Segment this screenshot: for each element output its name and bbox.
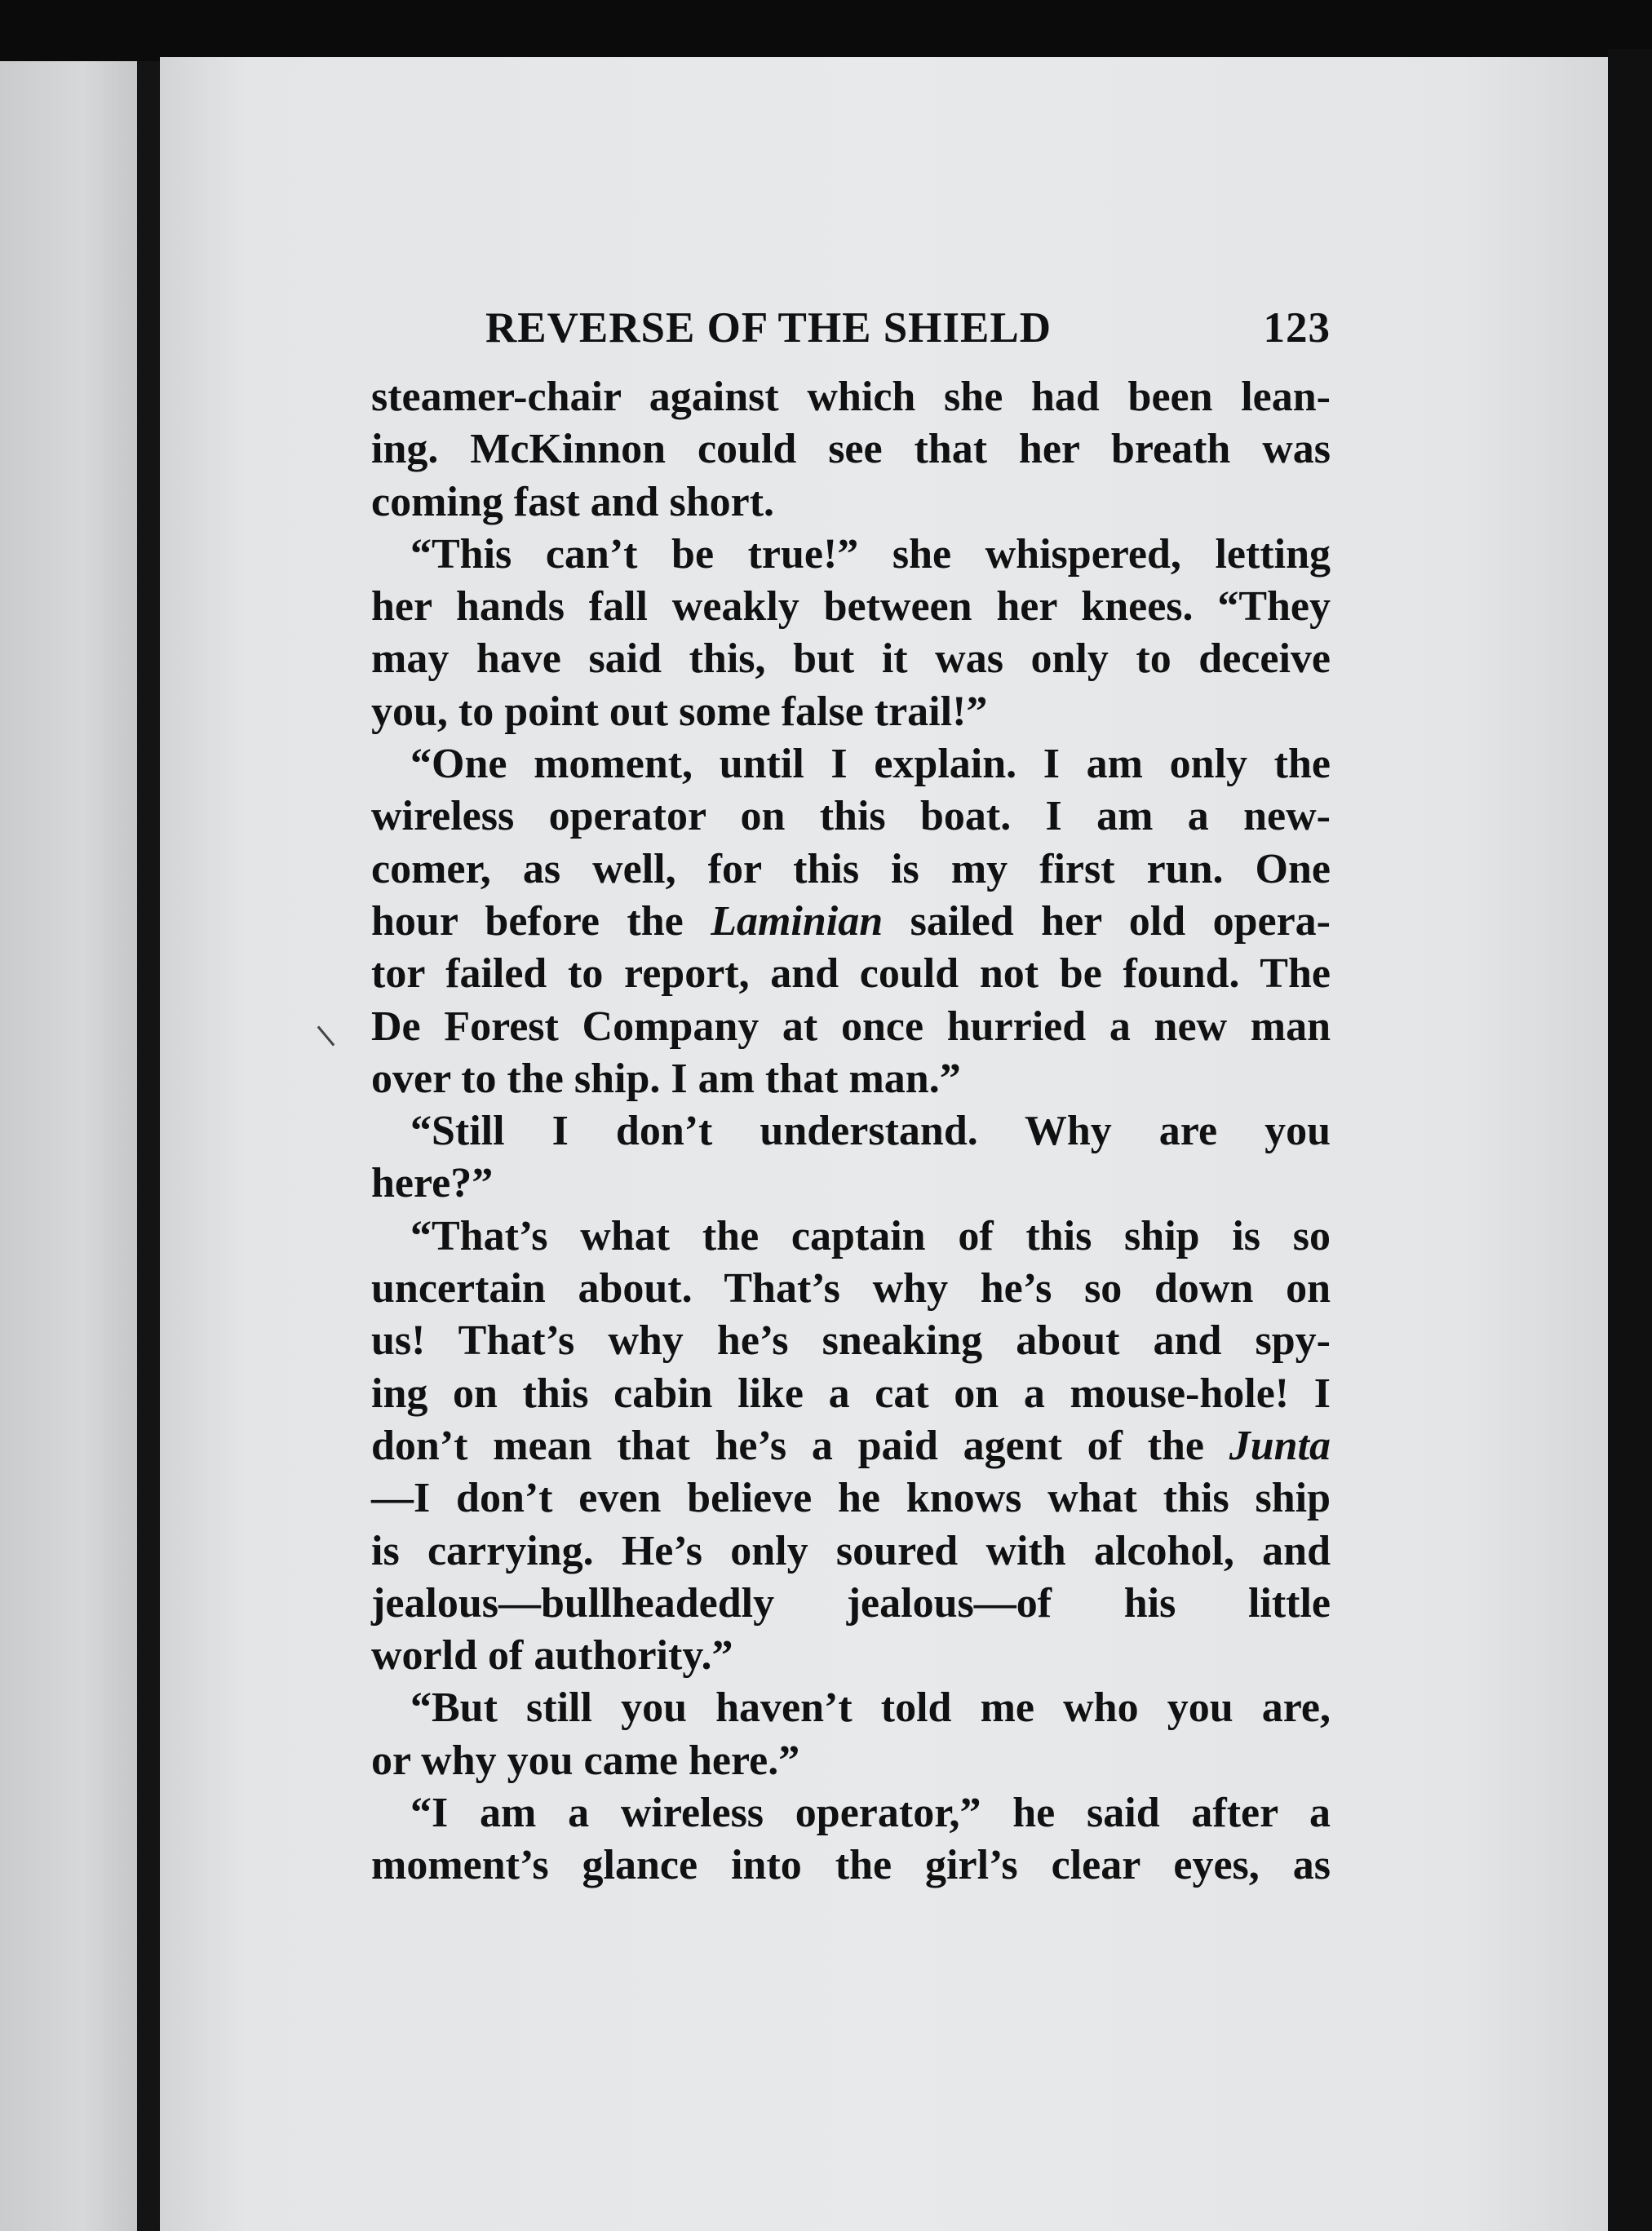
text-line: ing on this cabin like a cat on a mouse-hole! I	[371, 1370, 1331, 1417]
text-line: “I am a wireless operator,” he said after a	[410, 1790, 1331, 1837]
text-line: “But still you haven’t told me who you are,	[410, 1684, 1331, 1732]
paragraph	[371, 1211, 1331, 1683]
text-line: uncertain about. That’s why he’s so down on	[371, 1265, 1331, 1312]
page-text-block	[371, 303, 1331, 1892]
text-line: us! That’s why he’s sneaking about and spy-	[371, 1317, 1331, 1365]
text-line: moment’s glance into the girl’s clear eyes, as	[371, 1842, 1331, 1889]
text-line: may have said this, but it was only to deceive	[371, 635, 1331, 683]
text-line: here?”	[371, 1160, 494, 1207]
text-line: or why you came here.”	[371, 1737, 800, 1784]
paragraph	[371, 529, 1331, 738]
text-line: comer, as well, for this is my first run. One	[371, 845, 1331, 892]
text-line: coming fast and short.	[371, 478, 775, 525]
text-line: you, to point out some false trail!”	[371, 688, 988, 735]
italic-word: Junta	[1229, 1422, 1331, 1469]
text-line: hour before the Laminian sailed her old opera-	[371, 897, 1331, 945]
text-line: over to the ship. I am that man.”	[371, 1055, 961, 1102]
running-head-title: REVERSE OF THE SHIELD	[485, 304, 1052, 352]
text-line: “One moment, until I explain. I am only the	[410, 741, 1331, 788]
paragraph	[371, 1787, 1331, 1892]
book-spine-shadow	[137, 61, 160, 2231]
text-line: —I don’t even believe he knows what this ship	[371, 1475, 1331, 1522]
scan-border-right	[1608, 49, 1652, 2231]
paragraph	[371, 1105, 1331, 1211]
text-line: ing. McKinnon could see that her breath was	[371, 426, 1331, 473]
text-line: tor failed to report, and could not be found. The	[371, 950, 1331, 998]
text-line: jealous—bullheadedly jealous—of his little	[371, 1579, 1331, 1627]
italic-word: Laminian	[711, 897, 884, 945]
running-head	[371, 303, 1331, 361]
paragraph	[371, 738, 1331, 1105]
text-line: is carrying. He’s only soured with alcohol, and	[371, 1527, 1331, 1574]
text-line: De Forest Company at once hurried a new man	[371, 1003, 1331, 1050]
page-number: 123	[1263, 304, 1331, 352]
text-line: steamer-chair against which she had been lean-	[371, 374, 1331, 420]
text-line: “Still I don’t understand. Why are you	[410, 1108, 1331, 1155]
text-line: world of authority.”	[371, 1632, 733, 1680]
text-line: her hands fall weakly between her knees. “They	[371, 583, 1331, 631]
text-line: wireless operator on this boat. I am a new-	[371, 793, 1331, 840]
text-line: don’t mean that he’s a paid agent of the Junta	[371, 1422, 1331, 1469]
text-line: “This can’t be true!” she whispered, letting	[410, 530, 1331, 578]
paragraph	[371, 1682, 1331, 1787]
facing-page-edge	[0, 61, 139, 2231]
paragraph	[371, 371, 1331, 529]
text-line: “That’s what the captain of this ship is so	[410, 1212, 1331, 1259]
